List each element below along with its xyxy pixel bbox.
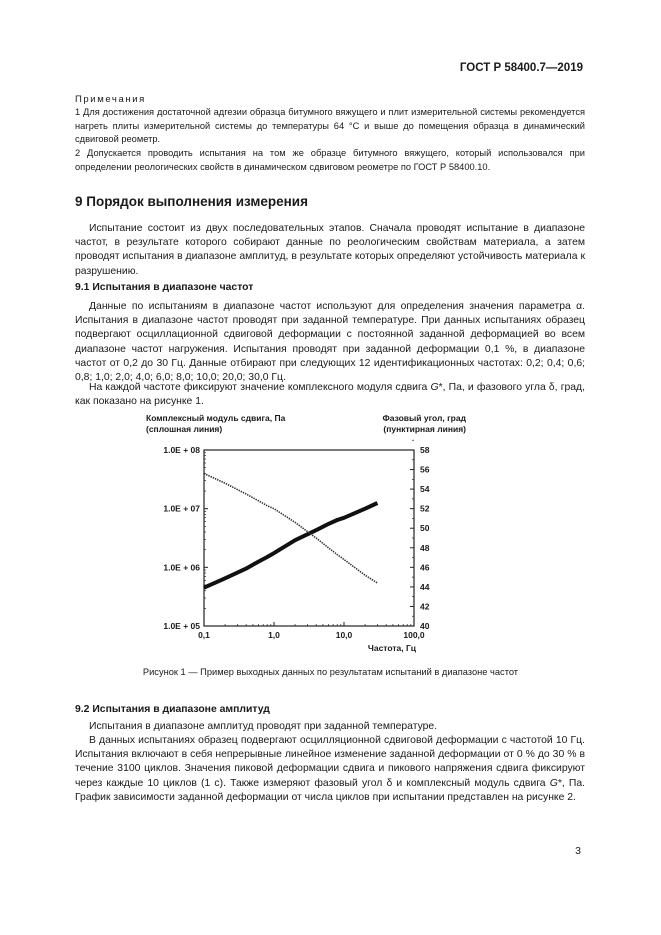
x-tick-label: 0,1 bbox=[198, 630, 210, 640]
section-9-intro bbox=[75, 222, 585, 279]
left-axis-title: Комплексный модуль сдвига, Па bbox=[146, 413, 286, 423]
modulus-series-line bbox=[204, 503, 377, 588]
section-9-2-para-1 bbox=[75, 720, 585, 734]
right-tick-label: 42 bbox=[420, 601, 430, 612]
right-tick-label: 44 bbox=[420, 581, 430, 592]
left-axis-subtitle: (сплошная линия) bbox=[146, 424, 223, 434]
x-tick-label: 100,0 bbox=[403, 630, 425, 640]
section-9-1-para-1 bbox=[75, 300, 585, 385]
document-header: ГОСТ Р 58400.7—2019 bbox=[459, 62, 583, 74]
section-9-1-para-1-text: Данные по испытаниям в диапазоне частот используют для определения значения параметра α. Испытания в диапазоне частот проводят при заданной температуре. При данных испытаниях образец подвергают осциллационной сдвиговой деформации с постоянной заданной деформацией во всем диапазоне частот нагружения. Испытания проводят при заданной деформации 0,1 %, в диапазоне частот от 0,2 до 30 Гц. Данные отбирают при следующих 12 идентификационных частотах: 0,2; 0,4; 0,6; 0,8; 1,0; 2,0; 4,0; 6,0; 8,0; 10,0; 20,0; 30,0 Гц. bbox=[75, 301, 585, 384]
frequency-sweep-chart bbox=[140, 412, 480, 662]
x-axis-label: Частота, Гц bbox=[367, 643, 416, 653]
para-2-part-a: В данных испытаниях образец подвергают осцилляционной сдвиговой деформации с частотой 10 Гц. Испытания включают в себя непрерывные линейное изменение заданной деформации от 0 % до 30 % в течение 3100 циклов. Значения пиковой деформации сдвига и пикового напряжения сдвига фиксируют через каждые 10 циклов (1 с). Также измеряют фазовый угол δ и комплексный модуль сдвига bbox=[75, 735, 585, 789]
left-tick-label: 1.0E + 05 bbox=[163, 621, 200, 631]
phase-angle-series-line bbox=[204, 474, 377, 584]
right-tick-label: 40 bbox=[420, 621, 430, 631]
right-tick-label: 46 bbox=[420, 562, 430, 573]
x-tick-label: 10,0 bbox=[335, 630, 353, 640]
section-9-intro-text: Испытание состоит из двух последовательных этапов. Сначала проводят испытание в диапазоне частот, в результате которого собирают данные по реологическим свойствам материала, а затем проводят испытания в диапазоне амплитуд, в результате которых определяют устойчивость материала к разрушению. bbox=[75, 223, 585, 277]
section-9-2-para-1-text: Испытания в диапазоне амплитуд проводят при заданной температуре. bbox=[89, 721, 438, 732]
page-number: 3 bbox=[575, 845, 581, 857]
right-tick-label: 56 bbox=[420, 464, 430, 475]
note-2: 2 Допускается проводить испытания на том же образце битумного вяжущего, который использовался при определении реологических свойств в динамическом сдвиговом реометре по ГОСТ Р 58400.10. bbox=[75, 148, 585, 172]
para-2-part-b: *, Па, и фазового угла δ, град, как показано на рисунке 1. bbox=[75, 382, 585, 408]
right-tick-label: 52 bbox=[420, 503, 430, 514]
right-tick-label: 54 bbox=[420, 484, 430, 495]
right-axis-subtitle: (пунктирная линия) bbox=[383, 424, 466, 434]
figure-1-caption: Рисунок 1 — Пример выходных данных по результатам испытаний в диапазоне частот bbox=[142, 667, 519, 677]
left-tick-label: 1.0E + 07 bbox=[163, 503, 200, 514]
modulus-symbol: G bbox=[549, 777, 558, 789]
para-2-part-b: *, Па. График зависимости заданной деформации от числа циклов при испытании представлен на рисунке 2. bbox=[75, 777, 586, 803]
notes-title: Примечания bbox=[75, 94, 146, 105]
right-tick-label: 58 bbox=[420, 445, 430, 455]
left-tick-label: 1.0E + 08 bbox=[163, 445, 200, 455]
right-tick-label: 48 bbox=[420, 542, 430, 553]
right-axis-title: Фазовый угол, град bbox=[382, 413, 466, 423]
modulus-symbol: G bbox=[430, 382, 439, 393]
section-9-1-heading: 9.1 Испытания в диапазоне частот bbox=[75, 282, 254, 293]
right-tick-label: 50 bbox=[420, 523, 430, 534]
left-tick-label: 1.0E + 06 bbox=[163, 562, 200, 573]
section-9-1-para-2 bbox=[75, 381, 585, 409]
para-2-part-a: На каждой частоте фиксируют значение комплексного модуля сдвига bbox=[89, 382, 431, 393]
x-tick-label: 1,0 bbox=[268, 630, 280, 640]
plot-frame bbox=[204, 450, 414, 626]
note-1: 1 Для достижения достаточной адгезии образца битумного вяжущего и плит измерительной системы рекомендуется нагреть плиты измерительной системы до температуры 64 °С и выше до помещения образца в динамический сдвиговой реометр. bbox=[75, 107, 585, 144]
section-9-2-para-2 bbox=[75, 734, 585, 805]
section-9-heading: 9 Порядок выполнения измерения bbox=[75, 194, 308, 209]
section-9-2-heading: 9.2 Испытания в диапазоне амплитуд bbox=[75, 704, 270, 715]
